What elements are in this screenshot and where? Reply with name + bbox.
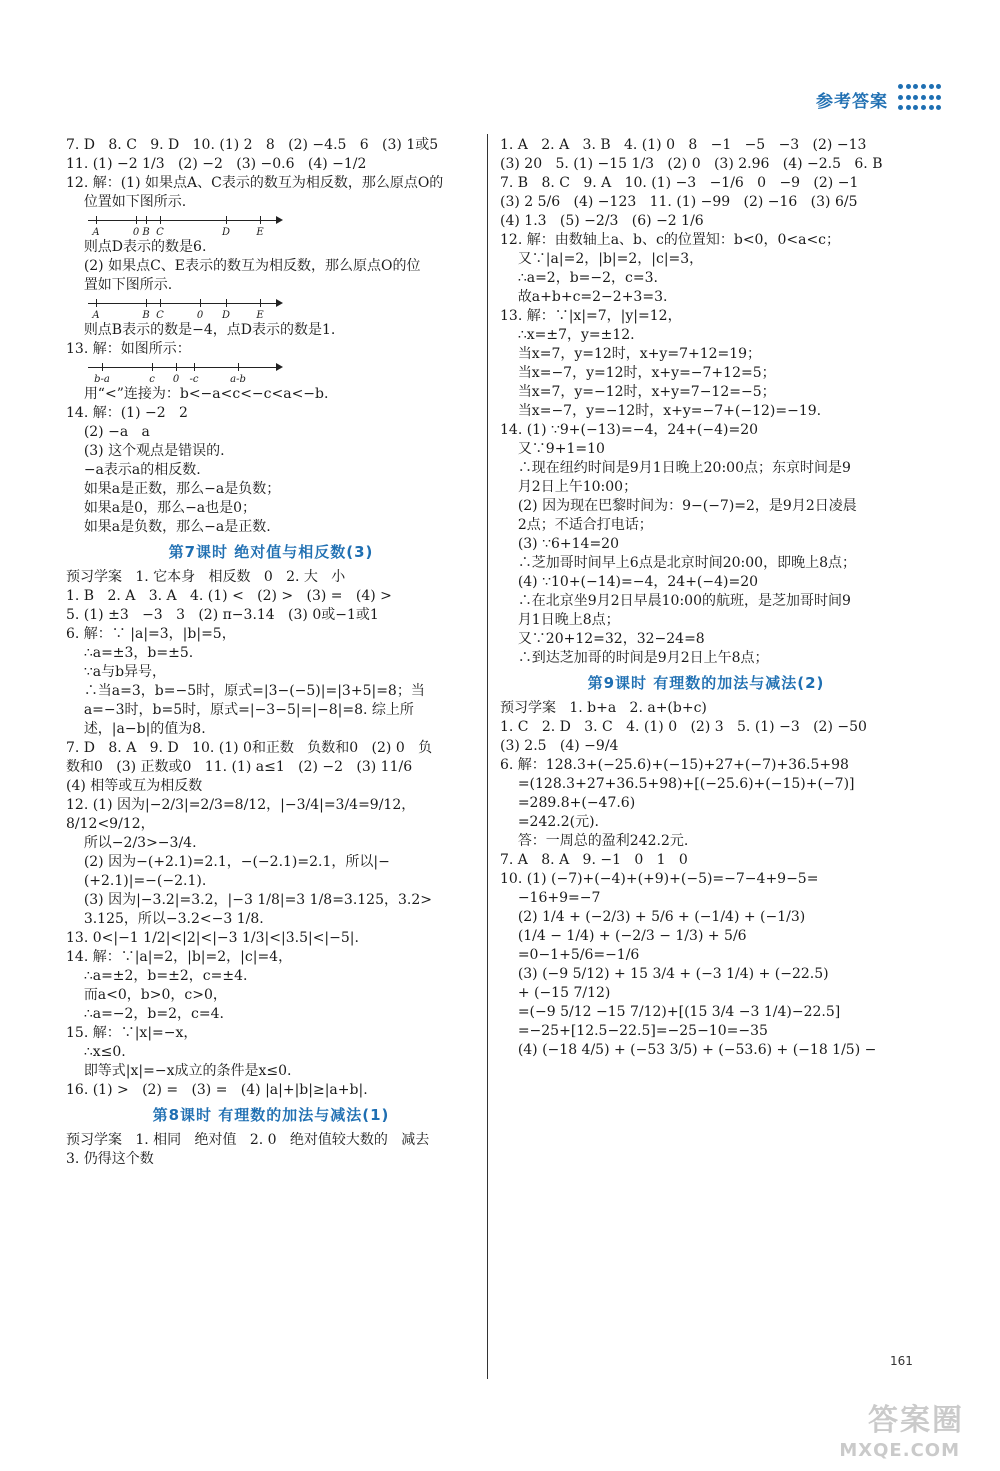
left-column xyxy=(66,136,476,1169)
answer-line: 11. (1) −2 1/3 (2) −2 (3) −0.6 (4) −1/2 xyxy=(66,156,367,172)
answer-line: 6. 解：∵ |a|=3，|b|=5， xyxy=(66,626,236,642)
answer-line: 1. C 2. D 3. C 4. (1) 0 (2) 3 5. (1) −3 (2) −50 xyxy=(500,719,867,735)
answer-line: 当x=−7，y=12时，x+y=−7+12=5； xyxy=(500,365,776,381)
answer-line: 则点D表示的数是6. xyxy=(66,239,207,255)
answer-line: 而a<0，b>0，c>0， xyxy=(66,987,227,1003)
answer-line: 13. 解：如图所示： xyxy=(66,341,191,357)
page-number: 161 xyxy=(890,1354,913,1368)
number-line-label: C xyxy=(156,227,164,238)
answer-line: ∴x≤0. xyxy=(66,1044,126,1060)
answer-line: 又∵9+1=10 xyxy=(500,441,605,457)
header-title: 参考答案 xyxy=(816,91,888,112)
right-column xyxy=(500,136,912,1060)
answer-line: (2) 因为现在巴黎时间为：9−(−7)=2，是9月2日凌晨 xyxy=(500,498,857,514)
number-line-label: 0 xyxy=(132,227,140,238)
answer-line: =289.8+(−47.6) xyxy=(500,795,636,811)
answer-line: =−25+[12.5−22.5]=−25−10=−35 xyxy=(500,1023,768,1039)
answer-line: (3) 因为|−3.2|=3.2，|−3 1/8|=3 1/8=3.125，3.2> xyxy=(66,892,432,908)
number-line-label: A xyxy=(92,310,100,321)
arrow-icon xyxy=(276,363,283,371)
answer-line: 1. A 2. A 3. B 4. (1) 0 8 −1 −5 −3 (2) −13 xyxy=(500,137,867,153)
answer-line: 1. B 2. A 3. A 4. (1) < (2) > (3) = (4) > xyxy=(66,588,392,604)
answer-line: ∴到达芝加哥的时间是9月2日上午8点； xyxy=(500,650,769,666)
answer-line: 当x=7，y=12时，x+y=7+12=19； xyxy=(500,346,762,362)
answer-line: −16+9=−7 xyxy=(500,890,601,906)
number-line-label: c xyxy=(149,374,155,385)
number-line-label: -c xyxy=(189,374,199,385)
answer-line: 月2日上午10:00； xyxy=(500,479,638,495)
answer-line: ∴a=±3，b=±5. xyxy=(66,645,194,661)
answer-line: 13. 解：∵|x|=7，|y|=12， xyxy=(500,308,682,324)
answer-line: 预习学案 1. b+a 2. a+(b+c) xyxy=(500,700,707,716)
number-line-label: D xyxy=(221,310,231,321)
answer-line: 置如下图所示. xyxy=(66,277,173,293)
answer-line: (4) 1.3 (5) −2/3 (6) −2 1/6 xyxy=(500,213,704,229)
arrow-icon xyxy=(276,299,283,307)
answer-line: =242.2(元). xyxy=(500,814,599,830)
answer-line: 用“<”连接为：b<−a<c<−c<a<−b. xyxy=(66,386,329,402)
answer-line: 预习学案 1. 相同 绝对值 2. 0 绝对值较大数的 减去 xyxy=(66,1132,430,1148)
answer-line: =0−1+5/6=−1/6 xyxy=(500,947,640,963)
answer-line: (4) 相等或互为相反数 xyxy=(66,778,203,794)
answer-line: (3) (−9 5/12) + 15 3/4 + (−3 1/4) + (−22.5) xyxy=(500,966,829,982)
answer-line: −a表示a的相反数. xyxy=(66,462,201,478)
answer-line: 2点；不适合打电话； xyxy=(500,517,653,533)
number-line-figure xyxy=(88,361,288,383)
number-line-label: a-b xyxy=(230,374,246,385)
column-divider xyxy=(487,134,488,1379)
section-heading: 第8课时 有理数的加法与减法(1) xyxy=(152,1106,390,1124)
answer-line: (4) ∵10+(−14)=−4，24+(−4)=20 xyxy=(500,574,759,590)
answer-line: 12. (1) 因为|−2/3|=2/3=8/12，|−3/4|=3/4=9/12，8/12<9/12， xyxy=(66,797,416,832)
answer-line: 13. 0<|−1 1/2|<|2|<|−3 1/3|<|3.5|<|−5|. xyxy=(66,930,359,946)
answer-line: ∴在北京坐9月2日早晨10:00的航班，是芝加哥时间9 xyxy=(500,593,851,609)
answer-line: 14. 解：∵|a|=2，|b|=2，|c|=4， xyxy=(66,949,293,965)
answer-line: 7. A 8. A 9. −1 0 1 0 xyxy=(500,852,688,868)
answer-line: + (−15 7/12) xyxy=(500,985,611,1001)
arrow-icon xyxy=(276,216,283,224)
answer-line: 又∵20+12=32，32−24=8 xyxy=(500,631,705,647)
answer-line: 12. 解：由数轴上a、b、c的位置知：b<0，0<a<c； xyxy=(500,232,841,248)
number-line-label: b-a xyxy=(94,374,110,385)
number-line-label: B xyxy=(142,227,150,238)
answer-line: (3) ∵6+14=20 xyxy=(500,536,619,552)
answer-line: =(128.3+27+36.5+98)+[(−25.6)+(−15)+(−7)] xyxy=(500,776,855,792)
number-line-label: B xyxy=(142,310,150,321)
number-line-axis xyxy=(88,367,278,368)
answer-line: 预习学案 1. 它本身 相反数 0 2. 大 小 xyxy=(66,569,346,585)
answer-line: 述，|a−b|的值为8. xyxy=(66,721,206,737)
answer-line: 答：一周总的盈利242.2元. xyxy=(500,833,689,849)
answer-line: 5. (1) ±3 −3 3 (2) π−3.14 (3) 0或−1或1 xyxy=(66,607,379,623)
number-line-label: E xyxy=(256,227,264,238)
answer-line: 3.125，所以−3.2<−3 1/8. xyxy=(66,911,264,927)
answer-line: ∴a=±2，b=±2，c=±4. xyxy=(66,968,248,984)
answer-line: 7. B 8. C 9. A 10. (1) −3 −1/6 0 −9 (2) −1 xyxy=(500,175,859,191)
answer-line: 14. (1) ∵9+(−13)=−4，24+(−4)=20 xyxy=(500,422,759,438)
answer-line: ∴当a=3，b=−5时，原式=|3−(−5)|=|3+5|=8；当 xyxy=(66,683,425,699)
answer-line: 10. (1) (−7)+(−4)+(+9)+(−5)=−7−4+9−5= xyxy=(500,871,819,887)
answer-line: ∴芝加哥时间早上6点是北京时间20:00，即晚上8点； xyxy=(500,555,856,571)
number-line-axis xyxy=(88,220,278,221)
answer-line: a=−3时，b=5时，原式=|−3−5|=|−8|=8. 综上所 xyxy=(66,702,414,718)
answer-line: 当x=−7，y=−12时，x+y=−7+(−12)=−19. xyxy=(500,403,822,419)
number-line-label: E xyxy=(256,310,264,321)
answer-line: (4) (−18 4/5) + (−53 3/5) + (−53.6) + (−18 1/5) − xyxy=(500,1042,877,1058)
answer-line: (2) −a a xyxy=(66,424,150,440)
page-header xyxy=(816,84,942,114)
answer-line: 即等式|x|=−x成立的条件是x≤0. xyxy=(66,1063,292,1079)
answer-line: 月1日晚上8点； xyxy=(500,612,620,628)
answer-line: 12. 解：(1) 如果点A、C表示的数互为相反数，那么原点O的 xyxy=(66,175,444,191)
answer-line: 15. 解：∵|x|=−x， xyxy=(66,1025,198,1041)
number-line-axis xyxy=(88,303,278,304)
number-line-label: C xyxy=(156,310,164,321)
watermark-url: MXQE.COM xyxy=(839,1440,960,1461)
answer-line: ∴x=±7，y=±12. xyxy=(500,327,635,343)
answer-line: 又∵|a|=2，|b|=2，|c|=3， xyxy=(500,251,704,267)
number-line-label: 0 xyxy=(172,374,180,385)
answer-line: ∴a=2，b=−2，c=3. xyxy=(500,270,658,286)
answer-line: (3) 20 5. (1) −15 1/3 (2) 0 (3) 2.96 (4) −2.5 6. B xyxy=(500,156,883,172)
answer-line: 当x=7，y=−12时，x+y=7−12=−5； xyxy=(500,384,776,400)
section-heading: 第7课时 绝对值与相反数(3) xyxy=(168,543,374,561)
answer-line: 如果a是负数，那么−a是正数. xyxy=(66,519,271,535)
answer-line: ∵a与b异号， xyxy=(66,664,167,680)
answer-line: ∴a=−2，b=2，c=4. xyxy=(66,1006,224,1022)
answer-line: (2) 因为−(+2.1)=2.1，−(−2.1)=2.1，所以|− xyxy=(66,854,390,870)
answer-line: 则点B表示的数是−4，点D表示的数是1. xyxy=(66,322,336,338)
answer-line: 位置如下图所示. xyxy=(66,194,187,210)
answer-line: =(−9 5/12 −15 7/12)+[(15 3/4 −3 1/4)−22.5] xyxy=(500,1004,841,1020)
answer-line: 如果a是正数，那么−a是负数； xyxy=(66,481,281,497)
answer-line: (1/4 − 1/4) + (−2/3 − 1/3) + 5/6 xyxy=(500,928,747,944)
answer-line: (3) 2.5 (4) −9/4 xyxy=(500,738,619,754)
number-line-label: 0 xyxy=(196,310,204,321)
number-line-figure xyxy=(88,297,288,319)
answer-line: (3) 2 5/6 (4) −123 11. (1) −99 (2) −16 (3) 6/5 xyxy=(500,194,858,210)
number-line-label: D xyxy=(221,227,231,238)
answer-line: ∴现在纽约时间是9月1日晚上20:00点；东京时间是9 xyxy=(500,460,851,476)
answer-line: 所以−2/3>−3/4. xyxy=(66,835,197,851)
answer-line: 数和0 (3) 正数或0 11. (1) a≤1 (2) −2 (3) 11/6 xyxy=(66,759,413,775)
answer-line: 6. 解：128.3+(−25.6)+(−15)+27+(−7)+36.5+98 xyxy=(500,757,849,773)
answer-line: 16. (1) > (2) = (3) = (4) |a|+|b|≥|a+b|. xyxy=(66,1082,368,1098)
answer-line: (2) 如果点C、E表示的数互为相反数，那么原点O的位 xyxy=(66,258,421,274)
answer-line: 14. 解：(1) −2 2 xyxy=(66,405,188,421)
answer-line: 3. 仍得这个数 xyxy=(66,1151,154,1167)
answer-line: 7. D 8. A 9. D 10. (1) 0和正数 负数和0 (2) 0 负 xyxy=(66,740,433,756)
number-line-label: A xyxy=(92,227,100,238)
section-heading: 第9课时 有理数的加法与减法(2) xyxy=(587,674,825,692)
answer-line: (3) 这个观点是错误的. xyxy=(66,443,225,459)
number-line-figure xyxy=(88,214,288,236)
watermark-logo: 答案圈 xyxy=(868,1403,964,1438)
answer-line: (2) 1/4 + (−2/3) + 5/6 + (−1/4) + (−1/3) xyxy=(500,909,806,925)
answer-line: 故a+b+c=2−2+3=3. xyxy=(500,289,668,305)
answer-line: (+2.1)|=−(−2.1). xyxy=(66,873,207,889)
header-dots-icon xyxy=(898,84,942,114)
answer-line: 7. D 8. C 9. D 10. (1) 2 8 (2) −4.5 6 (3) 1或5 xyxy=(66,137,439,153)
answer-line: 如果a是0，那么−a也是0； xyxy=(66,500,257,516)
